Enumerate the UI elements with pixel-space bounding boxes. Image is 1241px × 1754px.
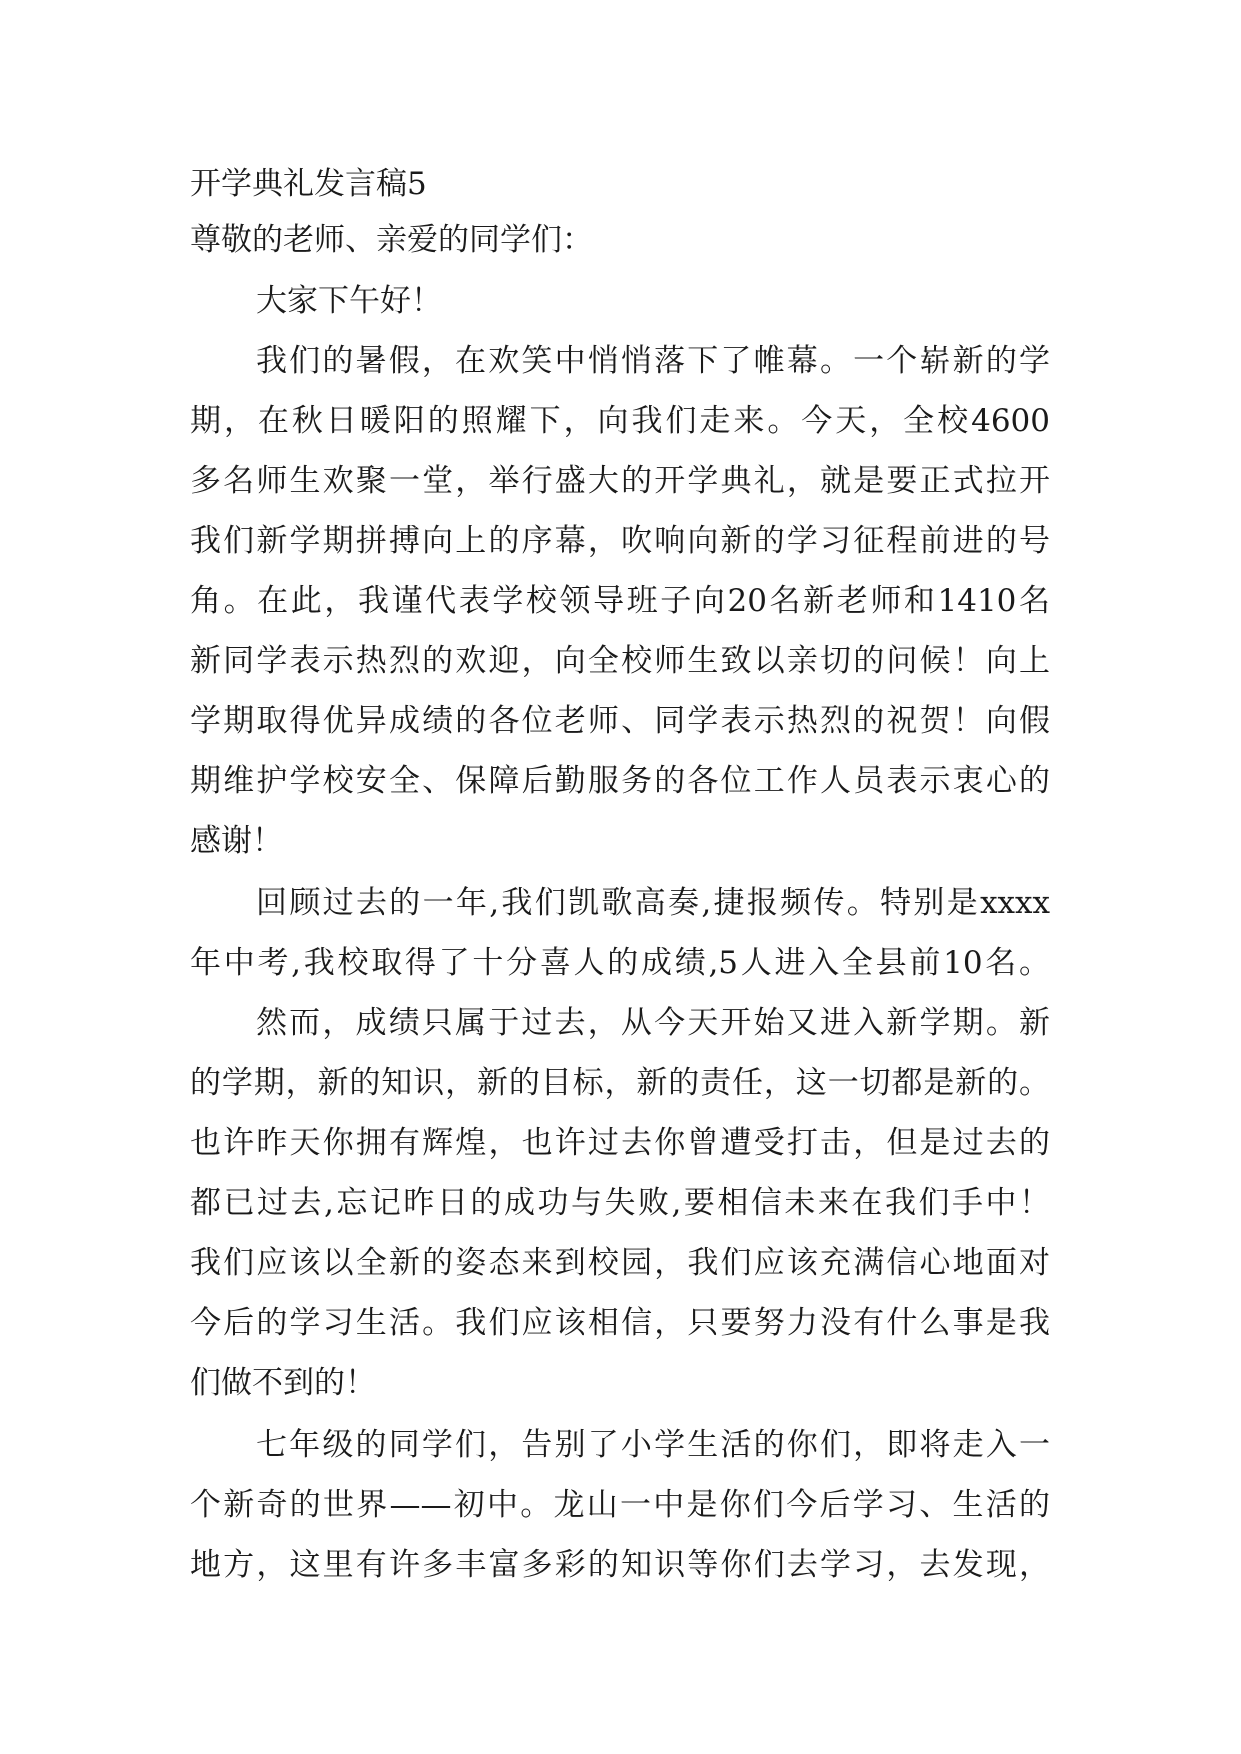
paragraph-1-line: 角。在此，我谨代表学校领导班子向20名新老师和1410名 [190,583,1050,619]
paragraph-3-line: 今后的学习生活。我们应该相信，只要努力没有什么事是我 [190,1305,1050,1341]
paragraph-4-line: 七年级的同学们，告别了小学生活的你们，即将走入一 [256,1427,1050,1463]
paragraph-3-line: 的学期，新的知识，新的目标，新的责任，这一切都是新的。 [190,1065,1050,1101]
paragraph-1-line: 学期取得优异成绩的各位老师、同学表示热烈的祝贺！向假 [190,703,1050,739]
salutation: 尊敬的老师、亲爱的同学们： [190,222,593,258]
paragraph-1-line: 感谢！ [190,823,283,859]
paragraph-1-line: 期，在秋日暖阳的照耀下，向我们走来。今天，全校4600 [190,403,1050,439]
document-title: 开学典礼发言稿5 [190,166,427,202]
paragraph-4-line: 地方，这里有许多丰富多彩的知识等你们去学习，去发现， [190,1547,1050,1583]
paragraph-1-line: 期维护学校安全、保障后勤服务的各位工作人员表示衷心的 [190,763,1050,799]
paragraph-1-line: 新同学表示热烈的欢迎，向全校师生致以亲切的问候！向上 [190,643,1050,679]
paragraph-3-line: 然而，成绩只属于过去，从今天开始又进入新学期。新 [256,1005,1050,1041]
paragraph-4-line: 个新奇的世界——初中。龙山一中是你们今后学习、生活的 [190,1487,1050,1523]
paragraph-3-line: 也许昨天你拥有辉煌，也许过去你曾遭受打击，但是过去的 [190,1125,1050,1161]
paragraph-3-line: 都已过去,忘记昨日的成功与失败,要相信未来在我们手中！ [190,1185,1050,1221]
paragraph-1-line: 多名师生欢聚一堂，举行盛大的开学典礼，就是要正式拉开 [190,463,1050,499]
paragraph-3-line: 们做不到的！ [190,1365,376,1401]
paragraph-1-line: 我们的暑假，在欢笑中悄悄落下了帷幕。一个崭新的学 [256,343,1050,379]
paragraph-2-line: 年中考,我校取得了十分喜人的成绩,5人进入全县前10名。 [190,945,1050,981]
paragraph-2-line: 回顾过去的一年,我们凯歌高奏,捷报频传。特别是xxxx [256,885,1050,921]
paragraph-1-line: 我们新学期拼搏向上的序幕，吹响向新的学习征程前进的号 [190,523,1050,559]
greeting: 大家下午好！ [256,283,442,319]
paragraph-3-line: 我们应该以全新的姿态来到校园，我们应该充满信心地面对 [190,1245,1050,1281]
